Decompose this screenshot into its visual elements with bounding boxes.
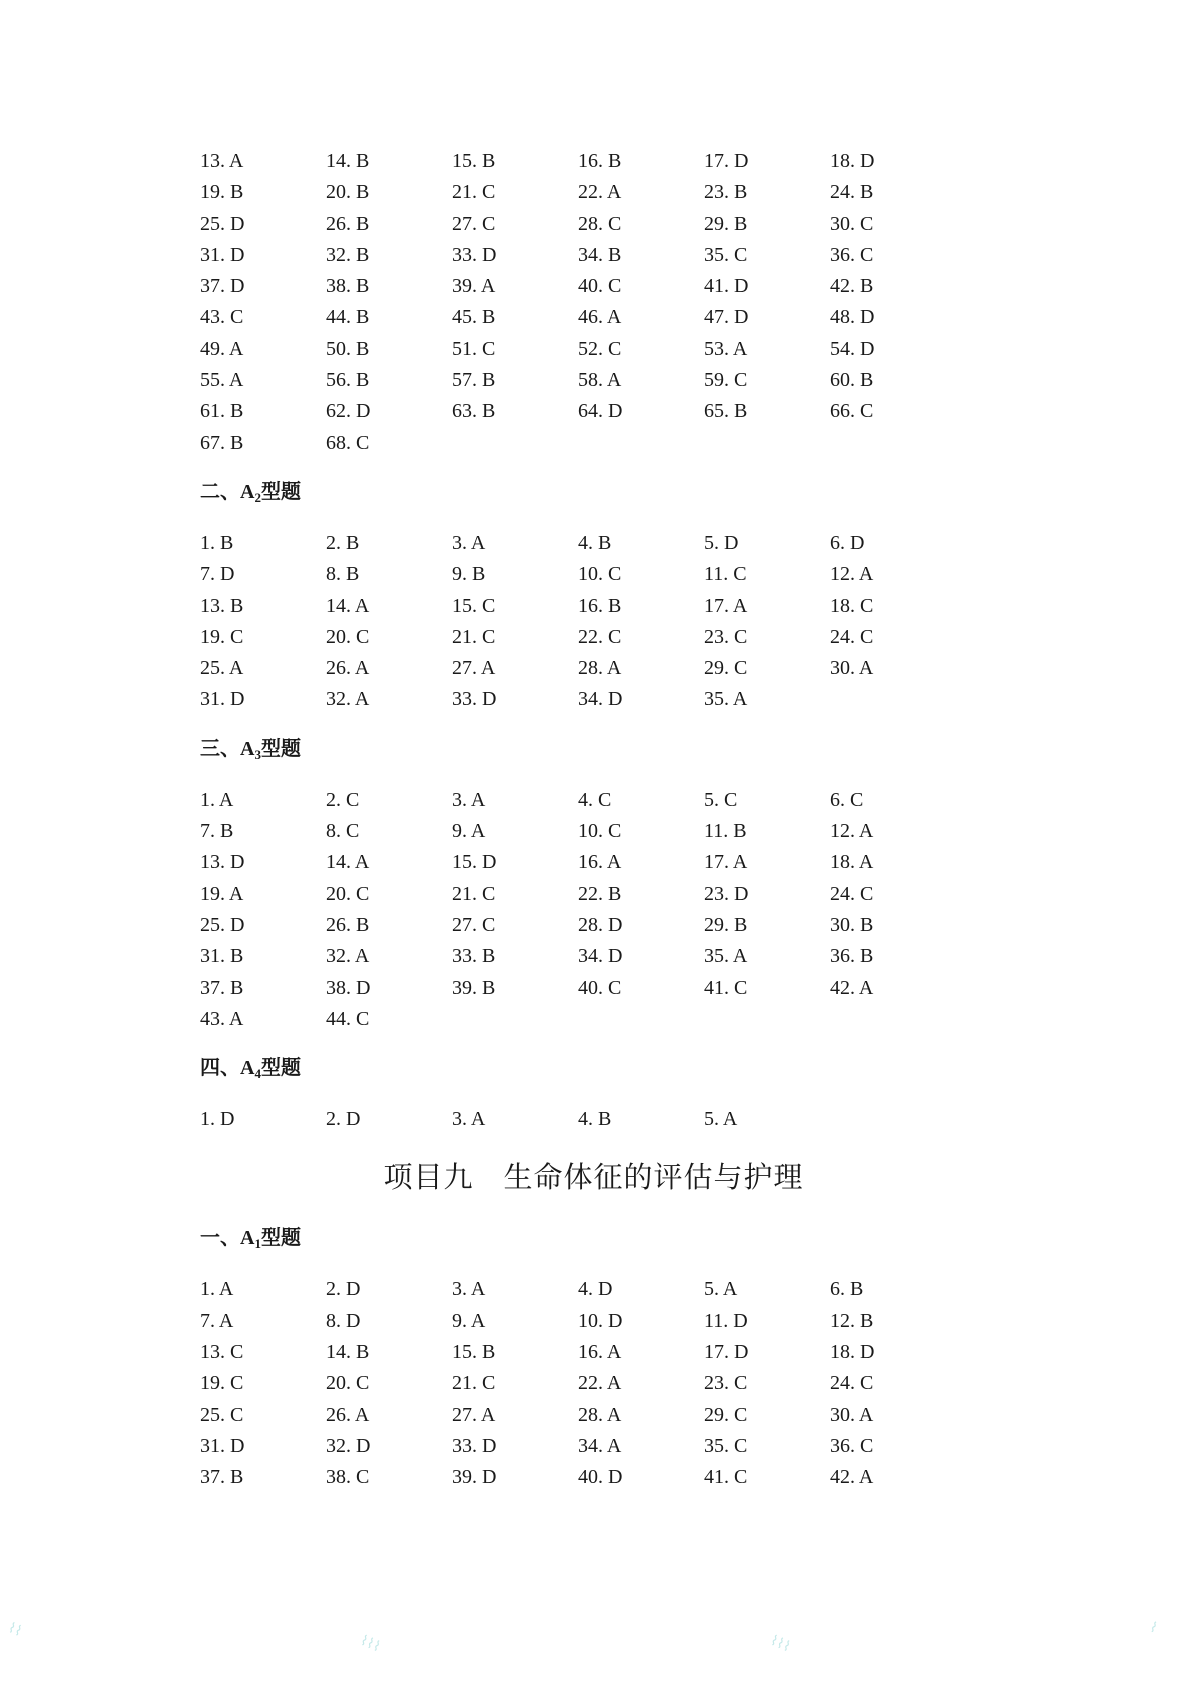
answer-grid [200,1274,1000,1493]
answer-item: 42. A [830,976,874,999]
answer-item: 27. A [452,1403,496,1426]
answer-item: 4. D [578,1278,613,1301]
answer-item: 2. D [326,1278,361,1301]
answer-item: 8. C [326,820,360,843]
answer-grid [200,146,1000,459]
answer-item: 42. A [830,1466,874,1489]
answer-item: 31. D [200,1434,245,1457]
answer-item: 14. B [326,150,370,172]
answer-item: 25. D [200,913,245,936]
answer-item: 9. B [452,563,486,586]
answer-item: 14. A [326,851,370,874]
answer-item: 39. A [452,275,496,298]
answer-item: 28. D [578,913,623,936]
answer-item: 47. D [704,306,749,329]
answer-item: 20. C [326,1372,370,1395]
answer-item: 5. A [704,1278,738,1301]
answer-item: 52. C [578,337,622,360]
chapter-title: 项目九 生命体征的评估与护理 [383,1160,804,1195]
section-heading-a2: 二、$A_2$型题 [200,480,301,505]
answer-item: 23. C [704,1372,748,1395]
answer-item: 30. A [830,657,874,680]
answer-item: 11. D [704,1309,748,1332]
answer-item: 24. B [830,181,874,204]
answer-item: 43. A [200,1007,244,1030]
answer-item: 37. D [200,275,245,298]
answer-item: 25. C [200,1403,244,1426]
answer-item: 68. C [326,431,370,454]
answer-item: 26. A [326,1403,370,1426]
answer-item: 21. C [452,181,496,204]
answer-item: 1. B [200,531,234,554]
answer-item: 19. A [200,882,244,905]
answer-item: 56. B [326,369,370,392]
answer-item: 54. D [830,337,875,360]
answer-item: 59. C [704,369,748,392]
answer-item: 24. C [830,1372,874,1395]
answer-item: 5. A [704,1108,738,1131]
answer-item: 41. C [704,1466,748,1489]
answer-item: 8. B [326,563,360,586]
answer-item: 35. A [704,945,748,968]
answer-item: 17. A [704,594,748,617]
answer-item: 6. B [830,1278,864,1301]
answer-item: 42. B [830,275,874,298]
answer-item: 2. C [326,788,360,811]
answer-item: 33. D [452,243,497,266]
answer-item: 1. A [200,788,234,811]
answer-item: 7. A [200,1309,234,1332]
answer-item: 36. C [830,1434,874,1457]
answer-item: 31. D [200,243,245,266]
answer-item: 14. A [326,594,370,617]
answer-item: 46. A [578,306,622,329]
answer-key-page [200,146,1000,1494]
answer-item: 30. A [830,1403,874,1426]
answer-item: 32. B [326,243,370,266]
answer-item: 32. A [326,945,370,968]
answer-item: 30. C [830,212,874,235]
answer-item: 11. C [704,563,747,586]
answer-item: 20. B [326,181,370,204]
answer-item: 11. B [704,820,747,843]
answer-item: 1. A [200,1278,234,1301]
answer-item: 32. D [326,1434,371,1457]
answer-item: 31. B [200,945,244,968]
answer-item: 29. B [704,212,748,235]
answer-item: 38. D [326,976,371,999]
answer-item: 37. B [200,1466,244,1489]
answer-item: 16. B [578,594,622,617]
answer-item: 16. B [578,150,622,172]
answer-grid [200,785,1000,1035]
answer-item: 5. D [704,531,739,554]
answer-item: 28. A [578,1403,622,1426]
answer-item: 34. D [578,945,623,968]
answer-item: 35. C [704,243,748,266]
answer-item: 8. D [326,1309,361,1332]
answer-item: 21. C [452,625,496,648]
answer-item: 22. C [578,625,622,648]
answer-item: 6. D [830,531,865,554]
answer-item: 24. C [830,882,874,905]
answer-item: 49. A [200,337,244,360]
answer-item: 18. C [830,594,874,617]
answer-item: 13. D [200,851,245,874]
answer-item: 26. A [326,657,370,680]
answer-item: 37. B [200,976,244,999]
answer-item: 15. B [452,150,496,172]
answer-item: 33. D [452,688,497,711]
answer-item: 30. B [830,913,874,936]
answer-item: 66. C [830,400,874,423]
answer-item: 40. C [578,976,622,999]
answer-item: 64. D [578,400,623,423]
answer-item: 2. B [326,531,360,554]
answer-item: 40. C [578,275,622,298]
answer-item: 12. B [830,1309,874,1332]
answer-item: 36. B [830,945,874,968]
answer-item: 10. D [578,1309,623,1332]
section-heading-a3: 三、$A_3$型题 [200,737,301,762]
answer-item: 24. C [830,625,874,648]
answer-item: 17. D [704,150,749,172]
answer-item: 13. C [200,1341,244,1364]
answer-item: 17. A [704,851,748,874]
answer-item: 18. D [830,150,875,172]
answer-item: 39. D [452,1466,497,1489]
answer-item: 7. D [200,563,235,586]
answer-item: 27. C [452,212,496,235]
answer-item: 67. B [200,431,244,454]
answer-item: 45. B [452,306,496,329]
answer-item: 63. B [452,400,496,423]
answer-item: 34. B [578,243,622,266]
answer-item: 12. A [830,563,874,586]
answer-item: 21. C [452,882,496,905]
answer-item: 4. B [578,1108,612,1131]
answer-item: 29. C [704,1403,748,1426]
answer-item: 43. C [200,306,244,329]
answer-item: 28. C [578,212,622,235]
answer-item: 3. A [452,1278,486,1301]
answer-item: 2. D [326,1108,361,1131]
answer-item: 3. A [452,1108,486,1131]
answer-item: 38. C [326,1466,370,1489]
answer-item: 29. B [704,913,748,936]
answer-item: 38. B [326,275,370,298]
answer-grid [200,1104,1000,1135]
watermark-mark: ⌇⌇⌇ [357,1632,383,1656]
answer-item: 40. D [578,1466,623,1489]
answer-item: 10. C [578,820,622,843]
answer-item: 33. D [452,1434,497,1457]
answer-item: 62. D [326,400,371,423]
answer-item: 23. C [704,625,748,648]
answer-item: 3. A [452,788,486,811]
answer-item: 19. B [200,181,244,204]
section-heading-a1: 一、$A_1$型题 [200,1227,301,1252]
answer-item: 35. C [704,1434,748,1457]
answer-item: 19. C [200,625,244,648]
answer-item: 6. C [830,788,864,811]
answer-item: 9. A [452,820,486,843]
answer-item: 26. B [326,913,370,936]
answer-item: 26. B [326,212,370,235]
answer-item: 33. B [452,945,496,968]
answer-item: 48. D [830,306,875,329]
answer-item: 53. A [704,337,748,360]
answer-item: 13. B [200,594,244,617]
answer-item: 20. C [326,625,370,648]
answer-item: 18. D [830,1341,875,1364]
answer-item: 34. D [578,688,623,711]
section-heading-a4: 四、$A_4$型题 [200,1057,301,1082]
answer-item: 7. B [200,820,234,843]
answer-item: 50. B [326,337,370,360]
answer-item: 17. D [704,1341,749,1364]
answer-item: 27. A [452,657,496,680]
answer-item: 23. D [704,882,749,905]
answer-item: 22. A [578,1372,622,1395]
answer-item: 15. D [452,851,497,874]
watermark-mark: ⌇⌇⌇ [767,1632,793,1656]
answer-item: 3. A [452,531,486,554]
answer-item: 27. C [452,913,496,936]
answer-item: 35. A [704,688,748,711]
answer-item: 36. C [830,243,874,266]
answer-item: 23. B [704,181,748,204]
answer-item: 20. C [326,882,370,905]
answer-item: 39. B [452,976,496,999]
answer-grid [200,528,1000,716]
answer-item: 55. A [200,369,244,392]
answer-item: 44. C [326,1007,370,1030]
watermark-mark: ⌇⌇ [5,1619,25,1641]
answer-item: 31. D [200,688,245,711]
answer-item: 22. A [578,181,622,204]
answer-item: 15. C [452,594,496,617]
answer-item: 41. C [704,976,748,999]
answer-item: 12. A [830,820,874,843]
answer-item: 10. C [578,563,622,586]
answer-item: 1. D [200,1108,235,1131]
answer-item: 51. C [452,337,496,360]
answer-item: 4. B [578,531,612,554]
answer-item: 29. C [704,657,748,680]
answer-item: 16. A [578,1341,622,1364]
answer-item: 60. B [830,369,874,392]
answer-item: 44. B [326,306,370,329]
answer-item: 41. D [704,275,749,298]
answer-item: 25. D [200,212,245,235]
answer-item: 57. B [452,369,496,392]
answer-item: 61. B [200,400,244,423]
answer-item: 9. A [452,1309,486,1332]
answer-item: 5. C [704,788,738,811]
answer-item: 15. B [452,1341,496,1364]
answer-item: 34. A [578,1434,622,1457]
answer-item: 65. B [704,400,748,423]
answer-item: 16. A [578,851,622,874]
answer-item: 22. B [578,882,622,905]
watermark-mark: ⌇ [1147,1619,1160,1637]
answer-item: 14. B [326,1341,370,1364]
answer-item: 25. A [200,657,244,680]
answer-item: 28. A [578,657,622,680]
answer-item: 32. A [326,688,370,711]
answer-item: 18. A [830,851,874,874]
answer-item: 13. A [200,150,244,172]
answer-item: 58. A [578,369,622,392]
answer-item: 19. C [200,1372,244,1395]
answer-item: 21. C [452,1372,496,1395]
answer-item: 4. C [578,788,612,811]
